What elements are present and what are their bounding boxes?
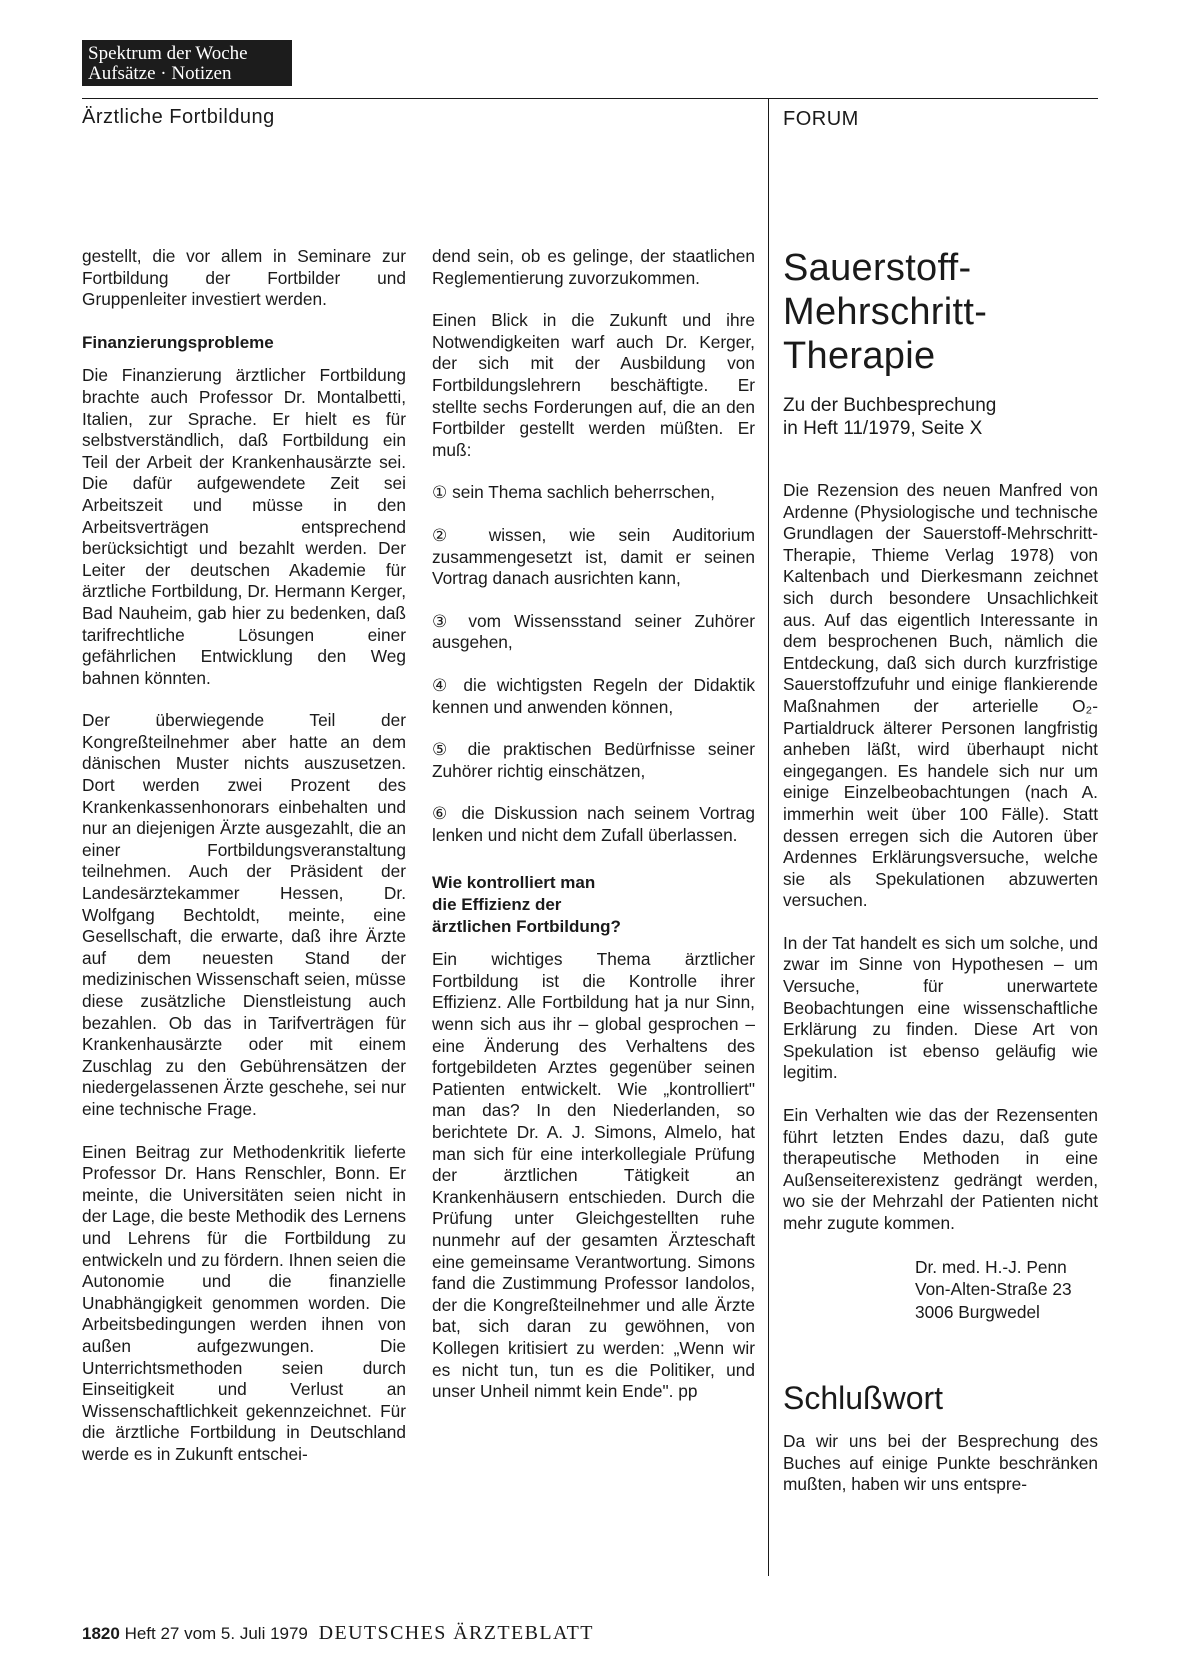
signature-line: 3006 Burgwedel [915, 1301, 1040, 1322]
subheading-line: Wie kontrolliert man [432, 873, 596, 893]
signature-line: Von-Alten-Straße 23 [915, 1279, 1072, 1300]
author-signature [915, 1256, 1098, 1324]
list-text: die wichtigsten Regeln der Didaktik kennen und anwenden können, [432, 674, 755, 717]
list-text: die Diskussion nach seinem Vortrag lenken und nicht dem Zufall überlassen. [432, 803, 755, 845]
paragraph: Da wir uns bei der Besprechung des Buches auf einige Punkte beschränken mußten, haben wir uns entspre- [783, 1431, 1098, 1495]
title-line: Therapie [783, 335, 936, 377]
issue-info: Heft 27 vom 5. Juli 1979 [124, 1624, 308, 1643]
subheading-line: die Effizienz der [432, 895, 562, 915]
list-item [432, 482, 755, 504]
list-item [432, 803, 755, 846]
closing-title: Schlußwort [783, 1380, 944, 1417]
subheading-line: ärztlichen Fortbildung? [432, 916, 621, 936]
list-text: die praktischen Bedürfnisse seiner Zuhörer richtig einschätzen, [432, 739, 755, 781]
subtitle-line: in Heft 11/1979, Seite X [783, 418, 983, 439]
list-text: vom Wissensstand seiner Zuhörer ausgehen, [432, 610, 755, 653]
forum-label: FORUM [783, 108, 859, 130]
header-rule [82, 98, 1098, 99]
list-number: ② [432, 525, 466, 545]
subheading: Finanzierungsprobleme [82, 332, 274, 352]
title-line: Sauerstoff- [783, 247, 972, 289]
section-badge-line1: Spektrum der Woche [88, 43, 248, 64]
paragraph: Ein Verhalten wie das der Rezensenten führt letzten Endes dazu, daß gute therapeutische Methoden in eine Außenseiterexistenz gedrängt werden, wo sie der Mehrzahl der Patienten nicht mehr zugute kommen. [783, 1105, 1098, 1233]
forum-subtitle [783, 394, 1098, 440]
paragraph: Ein wichtiges Thema ärztlicher Fortbildung ist die Kontrolle ihrer Effizienz. Alle Fortbildung hat ja nur Sinn, wenn sich aus ihr – global gesprochen – eine Änderung des Verhaltens des fortgebildeten Arztes gegenüber seinen Patienten entwickelt. Wie „kontrolliert" man das? In den Niederlanden, so berichtete Dr. A. J. Simons, Almelo, hat man sich für eine interkollegiale Prüfung der ärztlichen Tätigkeit an Krankenhäusern entschieden. Durch die Prüfung unter Gleichgestellten ruhe nunmehr auf der gesamten Ärzteschaft eine gemeinsame Verantwortung. Simons fand die Zustimmung Professor Iandolos, der die Kongreßteilnehmer und alle Ärzte bat, sich daran zu gewöhnen, von Kollegen kritisiert zu werden: „Wenn wir es nicht tun, tun es die Politiker, und unser Unheil nimmt kein Ende". pp [432, 949, 755, 1402]
section-title: Ärztliche Fortbildung [82, 106, 275, 128]
list-text: sein Thema sachlich beherrschen, [452, 482, 715, 503]
paragraph: Die Finanzierung ärztlicher Fortbildung brachte auch Professor Dr. Montalbetti, Italien, zur Sprache. Er hielt es für selbstverständlich, daß Fortbildung ein Teil der Arbeit der Krankenhausärzte sei. Die dafür aufgewendete Zeit sei Arbeitszeit und müsse in den Arbeitsverträgen entsprechend berücksichtigt und bezahlt werden. Der Leiter der deutschen Akademie für ärztliche Fortbildung, Dr. Hermann Kerger, Bad Nauheim, gab hier zu bedenken, daß tarifrechtliche Lösungen einer gefährlichen Entwicklung den Weg bahnen könnten. [82, 365, 406, 688]
list-number: ① [432, 483, 448, 503]
paragraph: Einen Beitrag zur Methodenkritik lieferte Professor Dr. Hans Renschler, Bonn. Er meinte, die Universitäten seien nicht in der Lage, die beste Methodik des Lernens und Lehrens für die Fortbildung zu entwickeln und zu fördern. Ihnen seien die Autonomie und die finanzielle Unabhängigkeit genommen worden. Die Arbeitsbedingungen werden ihnen von außen aufgezwungen. Die Unterrichtsmethoden seien durch Einseitigkeit und Verlust an Wissenschaftlichkeit gekennzeichnet. Für die ärztliche Fortbildung in Deutschland werde es in Zukunft entschei- [82, 1141, 406, 1464]
article-column-2 [432, 246, 755, 1403]
list-item [432, 739, 755, 782]
journal-name: DEUTSCHES ÄRZTEBLATT [318, 1622, 594, 1644]
subtitle-line: Zu der Buchbesprechung [783, 395, 997, 416]
subheading [432, 872, 755, 937]
paragraph: gestellt, die vor allem in Seminare zur Fortbildung der Fortbilder und Gruppenleiter investiert werden. [82, 246, 406, 310]
list-item [432, 611, 755, 654]
forum-title [783, 246, 1098, 378]
list-number: ④ [432, 675, 453, 695]
paragraph: Der überwiegende Teil der Kongreßteilnehmer aber hatte an dem dänischen Muster nichts auszusetzen. Dort werden zwei Prozent des Krankenkassenhonorars einbehalten und nur an diejenigen Ärzte ausgezahlt, die an einer Fortbildungsveranstaltung teilnehmen. Auch der Präsident der Landesärztekammer Hessen, Dr. Wolfgang Bechtoldt, meinte, eine Gesellschaft, die erwarte, daß ihre Ärzte auf dem neuesten Stand der medizinischen Wissenschaft seien, müsse diese zusätzliche Dienstleistung auch bezahlen. Ob das in Tarifverträgen für Krankenhausärzte oder mit einem Zuschlag zu den Gebührensätzen der niedergelassenen Ärzte geschehe, sei nur eine technische Frage. [82, 710, 406, 1119]
page-number: 1820 [82, 1624, 120, 1643]
title-line: Mehrschritt- [783, 291, 988, 333]
list-number: ⑤ [432, 740, 455, 760]
signature-line: Dr. med. H.-J. Penn [915, 1256, 1067, 1277]
list-item [432, 525, 755, 590]
article-column-1 [82, 246, 406, 1465]
paragraph: Die Rezension des neuen Manfred von Ardenne (Physiologische und technische Grundlagen der Sauerstoff-Mehrschritt-Therapie, Thieme Verlag 1978) von Kaltenbach und Dierkesmann zeichnet sich durch besondere Unsachlichkeit aus. Auf das eigentlich Interessante in dem besprochenen Buch, nämlich die Entdeckung, daß sich durch kurzfristige Sauerstoffzufuhr und einige flankierende Maßnahmen der arterielle O₂-Partialdruck älterer Personen langfristig anheben läßt, wird überhaupt nicht eingegangen. Es handele sich nur um einige Einzelbeobachtungen (nach A. immerhin weit über 100 Fälle). Statt dessen erregen sich die Autoren über Ardennes Erklärungsversuche, welche sie als Spekulationen abzuwerten versuchen. [783, 480, 1098, 911]
paragraph: Einen Blick in die Zukunft und ihre Notwendigkeiten warf auch Dr. Kerger, der sich mit der Ausbildung von Fortbildungslehrern beschäftigte. Er stellte sechs Forderungen auf, die an den Fortbilder gestellt werden müßten. Er muß: [432, 310, 755, 460]
section-badge [82, 40, 292, 86]
section-badge-line2: Aufsätze · Notizen [88, 63, 232, 84]
page-footer [82, 1622, 594, 1645]
forum-column [783, 246, 1098, 1496]
list-item [432, 675, 755, 718]
column-divider [768, 98, 769, 1576]
paragraph: In der Tat handelt es sich um solche, und zwar im Sinne von Hypothesen – um Versuche, für unerwartete Beobachtungen eine wissenschaftliche Erklärung zu finden. Diese Art von Spekulation ist ebenso geläufig wie legitim. [783, 932, 1098, 1083]
list-number: ⑥ [432, 804, 452, 824]
list-number: ③ [432, 611, 456, 631]
paragraph: dend sein, ob es gelinge, der staatlichen Reglementierung zuvorzukommen. [432, 246, 755, 288]
list-text: wissen, wie sein Auditorium zusammengesetzt ist, damit er seinen Vortrag danach ausrichten kann, [432, 524, 756, 589]
